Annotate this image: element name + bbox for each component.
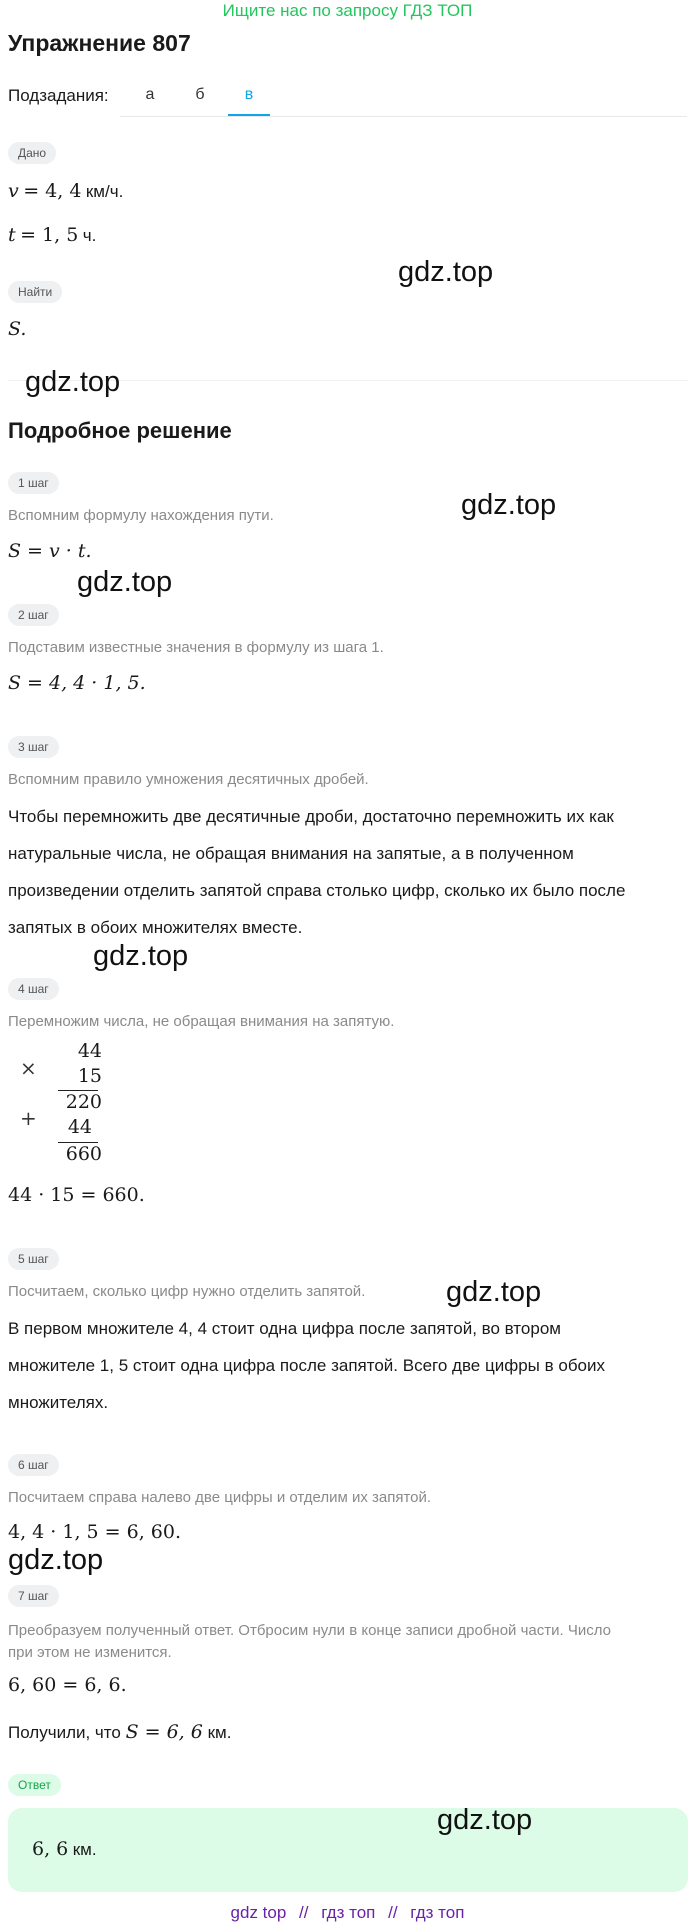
active-tab-indicator <box>228 114 270 116</box>
partial-product-2: 44 <box>67 1116 92 1138</box>
watermark: gdz.top <box>437 1804 533 1836</box>
step-4-badge: 4 шаг <box>8 978 59 1000</box>
step-1-badge: 1 шаг <box>8 472 59 494</box>
step-4-formula: 44 · 15 = 660. <box>8 1184 145 1206</box>
answer-box <box>8 1808 688 1892</box>
step-7-hint: Преобразуем полученный ответ. Отбросим нули в конце записи дробной части. Число при этом не изменится. <box>8 1622 611 1661</box>
subtasks-label: Подзадания: <box>8 86 109 105</box>
watermark: gdz.top <box>446 1276 542 1308</box>
tab-b[interactable]: б <box>195 86 205 103</box>
page-title: Упражнение 807 <box>8 30 191 56</box>
step-7-conclusion: Получили, что S = 6, 6 км. <box>8 1721 232 1743</box>
step-4-hint: Перемножим числа, не обращая внимания на запятую. <box>8 1013 395 1030</box>
step-2-formula: S = 4, 4 · 1, 5. <box>8 672 146 694</box>
factor-a: 44 <box>77 1040 102 1062</box>
answer-badge: Ответ <box>8 1774 61 1796</box>
step-5-text: В первом множителе 4, 4 стоит одна цифра после запятой, во втором множителе 1, 5 стоит одна цифра после запятой. Всего две цифры в обоих множителях. <box>8 1319 606 1412</box>
step-3-badge: 3 шаг <box>8 736 59 758</box>
watermark: gdz.top <box>77 566 173 598</box>
solution-title: Подробное решение <box>8 418 232 443</box>
given-line-v: v = 4, 4 км/ч. <box>8 180 124 202</box>
given-badge: Дано <box>8 142 56 164</box>
partial-product-1: 220 <box>65 1091 102 1113</box>
step-5-badge: 5 шаг <box>8 1248 59 1270</box>
watermark: gdz.top <box>398 256 494 288</box>
step-1-hint: Вспомним формулу нахождения пути. <box>8 507 274 524</box>
find-value: S. <box>8 318 27 340</box>
step-6-badge: 6 шаг <box>8 1454 59 1476</box>
watermark: gdz.top <box>25 366 121 398</box>
step-6-formula: 4, 4 · 1, 5 = 6, 60. <box>8 1521 182 1543</box>
answer-value: 6, 6 км. <box>32 1838 97 1860</box>
step-3-hint: Вспомним правило умножения десятичных дробей. <box>8 771 369 788</box>
step-1-formula: S = v · t. <box>8 540 92 562</box>
given-line-t: t = 1, 5 ч. <box>8 224 97 246</box>
step-2-hint: Подставим известные значения в формулу из шага 1. <box>8 639 384 656</box>
mult-result: 660 <box>65 1143 102 1165</box>
step-5-hint: Посчитаем, сколько цифр нужно отделить запятой. <box>8 1283 366 1300</box>
factor-b: 15 <box>77 1065 102 1087</box>
footer-separator: // <box>388 1903 398 1922</box>
footer-links <box>0 1903 695 1923</box>
footer-separator: // <box>299 1903 309 1922</box>
tab-a[interactable]: а <box>145 86 155 103</box>
footer-link-1[interactable]: gdz top <box>230 1903 287 1922</box>
step-3-text: Чтобы перемножить две десятичные дроби, достаточно перемножить их как натуральные числа, не обращая внимания на запятые, а в полученном произведении отделить запятой справа столько цифр, сколько их было после запятых в обоих множителях вместе. <box>8 807 626 937</box>
promo-banner[interactable]: Ищите нас по запросу ГДЗ ТОП <box>222 1 473 20</box>
footer-link-2[interactable]: гдз топ <box>321 1903 376 1922</box>
watermark: gdz.top <box>8 1544 104 1576</box>
step-7-formula: 6, 60 = 6, 6. <box>8 1674 127 1696</box>
plus-sign: + <box>20 1106 37 1130</box>
step-2-badge: 2 шаг <box>8 604 59 626</box>
watermark: gdz.top <box>93 940 189 972</box>
tabs-divider <box>120 116 687 117</box>
step-7-badge: 7 шаг <box>8 1585 59 1607</box>
watermark: gdz.top <box>461 489 557 521</box>
times-sign: × <box>20 1056 37 1080</box>
tab-v[interactable]: в <box>244 86 254 103</box>
find-badge: Найти <box>8 281 62 303</box>
column-multiplication <box>8 1038 128 1178</box>
footer-link-3[interactable]: гдз топ <box>410 1903 465 1922</box>
step-6-hint: Посчитаем справа налево две цифры и отделим их запятой. <box>8 1489 432 1506</box>
